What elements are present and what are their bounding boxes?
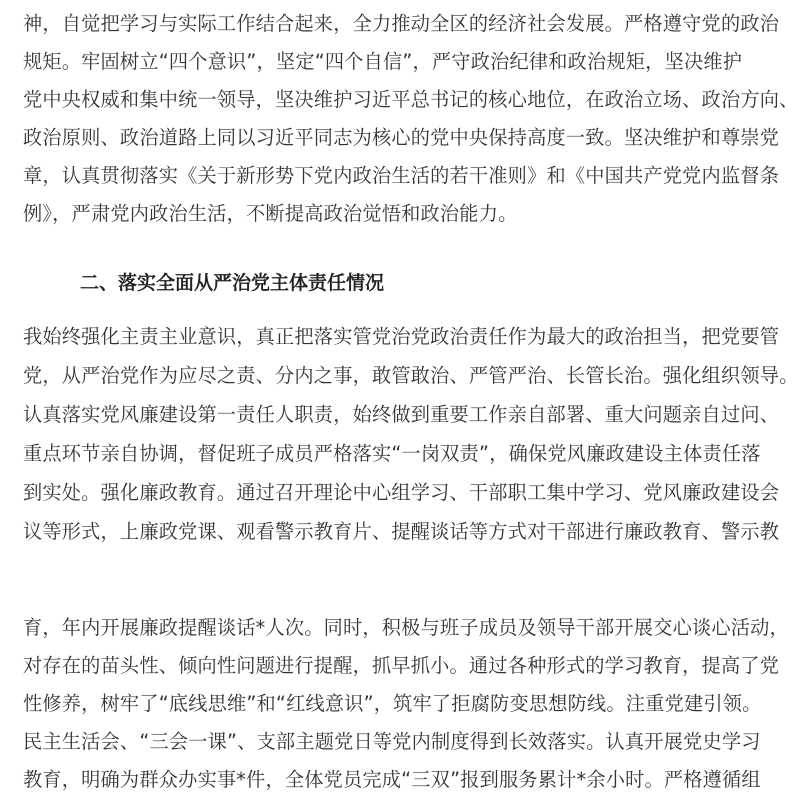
text-line: 党中央权威和集中统一领导，坚决维护习近平总书记的核心地位，在政治立场、政治方向、 xyxy=(23,88,799,111)
text-line: 议等形式，上廉政党课、观看警示教育片、提醒谈话等方式对干部进行廉政教育、警示教 xyxy=(23,520,780,543)
text-line: 重点环节亲自协调，督促班子成员严格落实“一岗双责”，确保党风廉政建设主体责任落 xyxy=(23,442,761,465)
text-line: 性修养，树牢了“底线思维”和“红线意识”，筑牢了拒腐防变思想防线。注重党建引领。 xyxy=(23,692,762,715)
text-line: 认真落实党风廉建设第一责任人职责，始终做到重要工作亲自部署、重大问题亲自过问、 xyxy=(23,403,780,426)
text-line: 我始终强化主责主业意识，真正把落实管党治党政治责任作为最大的政治担当，把党要管 xyxy=(23,325,780,348)
text-line: 教育，明确为群众办实事*件，全体党员完成“三双”报到服务累计*余小时。严格遵循组 xyxy=(23,768,761,791)
text-line: 党，从严治党作为应尽之责、分内之事，敢管敢治、严管严治、长管长治。强化组织领导。 xyxy=(23,364,799,387)
text-line: 例》，严肃党内政治生活，不断提高政治觉悟和政治能力。 xyxy=(23,202,518,225)
text-line: 神，自觉把学习与实际工作结合起来，全力推动全区的经济社会发展。严格遵守党的政治 xyxy=(23,12,780,35)
text-line: 对存在的苗头性、倾向性问题进行提醒，抓早抓小。通过各种形式的学习教育，提高了党 xyxy=(23,654,780,677)
text-line: 育，年内开展廉政提醒谈话*人次。同时，积极与班子成员及领导干部开展交心谈心活动， xyxy=(23,616,789,639)
text-line: 章，认真贯彻落实《关于新形势下党内政治生活的若干准则》和《中国共产党党内监督条 xyxy=(23,164,780,187)
section-heading: 二、落实全面从严治党主体责任情况 xyxy=(80,272,385,294)
text-line: 民主生活会、“三会一课”、支部主题党日等党内制度得到长效落实。认真开展党史学习 xyxy=(23,730,761,753)
text-line: 到实处。强化廉政教育。通过召开理论中心组学习、干部职工集中学习、党风廉政建设会 xyxy=(23,481,780,504)
text-line: 规矩。牢固树立“四个意识”，坚定“四个自信”，严守政治纪律和政治规矩，坚决维护 xyxy=(23,50,743,73)
text-line: 政治原则、政治道路上同以习近平同志为核心的党中央保持高度一致。坚决维护和尊崇党 xyxy=(23,126,780,149)
